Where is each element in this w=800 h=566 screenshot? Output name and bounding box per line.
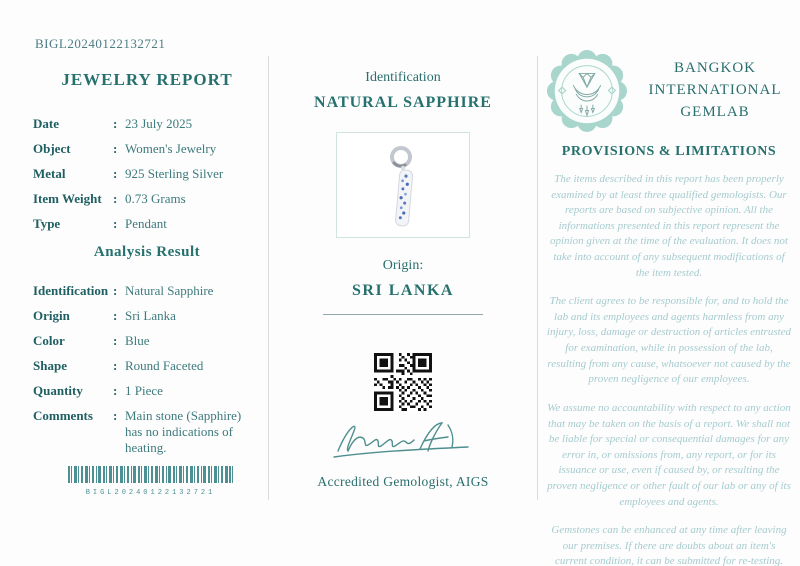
field-colon: : (113, 408, 118, 423)
signature-graphic (308, 415, 498, 467)
provisions-paragraph-2: The client agrees to be responsible for, and to hold the lab and its employees and agents harmless from any injury, loss, damage or destruction of articles entrusted for examination, while in possession of the lab, resulting from any cause, whatsoever not caused by the proven negligence of our employees. (546, 295, 792, 386)
field-colon: : (113, 333, 118, 348)
barcode (68, 466, 233, 497)
report-number: BIGL20240122132721 (35, 36, 166, 51)
provisions-paragraphs (546, 172, 792, 566)
field-colon: : (113, 141, 118, 156)
signer-title: Accredited Gemologist, AIGS (317, 474, 489, 489)
field-label: Color (33, 333, 65, 348)
analysis-fields (33, 283, 261, 456)
field-row-identification (33, 283, 261, 299)
field-row-quantity (33, 383, 261, 399)
general-fields (33, 116, 261, 232)
analysis-result-heading: Analysis Result (93, 244, 201, 260)
item-photo (336, 132, 470, 238)
origin-divider-line (323, 314, 483, 315)
field-colon: : (113, 283, 118, 298)
field-value: 0.73 Grams (125, 191, 186, 206)
field-label: Date (33, 116, 59, 131)
provisions-paragraph-4: Gemstones can be enhanced at any time after leaving our premises. If there are doubts about an item's current condition, it can be submitted for re-testing. (551, 524, 787, 566)
lab-name (638, 58, 792, 123)
field-value: Round Faceted (125, 358, 204, 373)
field-row-color (33, 333, 261, 349)
field-label: Shape (33, 358, 67, 373)
field-colon: : (113, 383, 118, 398)
field-label: Metal (33, 166, 66, 181)
lab-column (546, 48, 792, 566)
field-label: Origin (33, 308, 70, 323)
identification-column (269, 70, 537, 490)
gemologist-signature (308, 415, 498, 472)
field-label: Comments (33, 408, 93, 423)
field-row-item-weight (33, 191, 261, 207)
field-row-shape (33, 358, 261, 374)
field-row-origin (33, 308, 261, 324)
field-value: Blue (125, 333, 150, 348)
field-label: Type (33, 216, 61, 231)
field-colon: : (113, 216, 118, 231)
lab-name-line3: GEMLAB (680, 103, 750, 120)
lab-name-line1: BANGKOK (674, 60, 756, 77)
field-label: Identification (33, 283, 109, 298)
field-value: Main stone (Sapphire) has no indications of heating. (125, 408, 242, 455)
report-title: JEWELRY REPORT (61, 70, 233, 89)
field-row-comments (33, 408, 261, 456)
provisions-heading: PROVISIONS & LIMITATIONS (561, 144, 777, 159)
origin-label: Origin: (382, 258, 424, 273)
column-divider-right (537, 56, 538, 500)
provisions-paragraph-3: We assume no accountability with respect to any action that may be taken on the basis of a report. We shall not be liable for special or consequential damages for any error in, or omissions from, any report, or for its issuance or use, even if caused by, or resulting the proven negligence or other fault of our lab or any of its employees and agents. (547, 401, 791, 508)
qr-code-graphic (374, 353, 432, 411)
field-row-metal (33, 166, 261, 182)
field-colon: : (113, 191, 118, 206)
lab-header (546, 48, 792, 134)
identification-value: NATURAL SAPPHIRE (314, 94, 492, 111)
lab-name-line2: INTERNATIONAL (648, 82, 782, 99)
gemlab-logo-icon (546, 48, 628, 134)
field-value: Sri Lanka (125, 308, 176, 323)
report-details-column (33, 70, 261, 465)
field-colon: : (113, 166, 118, 181)
field-label: Item Weight (33, 191, 102, 206)
field-colon: : (113, 116, 118, 131)
field-value: 925 Sterling Silver (125, 166, 224, 181)
field-value: 1 Piece (125, 383, 163, 398)
provisions-paragraph-1: The items described in this report has been properly examined by at least three qualified gemologists. Our reports are based on subjective opinion. All the informations presented in this report represent the opinion given at the time of the evaluation. It does not take into account of any subsequent modifications of the item tested. (550, 173, 788, 279)
field-label: Quantity (33, 383, 83, 398)
field-row-date (33, 116, 261, 132)
field-value: Women's Jewelry (125, 141, 217, 156)
barcode-bars-graphic (68, 466, 233, 483)
field-row-object (33, 141, 261, 157)
identification-label: Identification (365, 70, 441, 85)
origin-value: SRI LANKA (352, 282, 454, 299)
field-value: Natural Sapphire (125, 283, 214, 298)
barcode-digits: BIGL20240122132721 (85, 489, 216, 497)
field-value: 23 July 2025 (125, 116, 193, 131)
field-colon: : (113, 308, 118, 323)
field-colon: : (113, 358, 118, 373)
field-label: Object (33, 141, 71, 156)
qr-code (374, 353, 432, 411)
pendant-image (348, 139, 458, 231)
field-value: Pendant (125, 216, 167, 231)
field-row-type (33, 216, 261, 232)
